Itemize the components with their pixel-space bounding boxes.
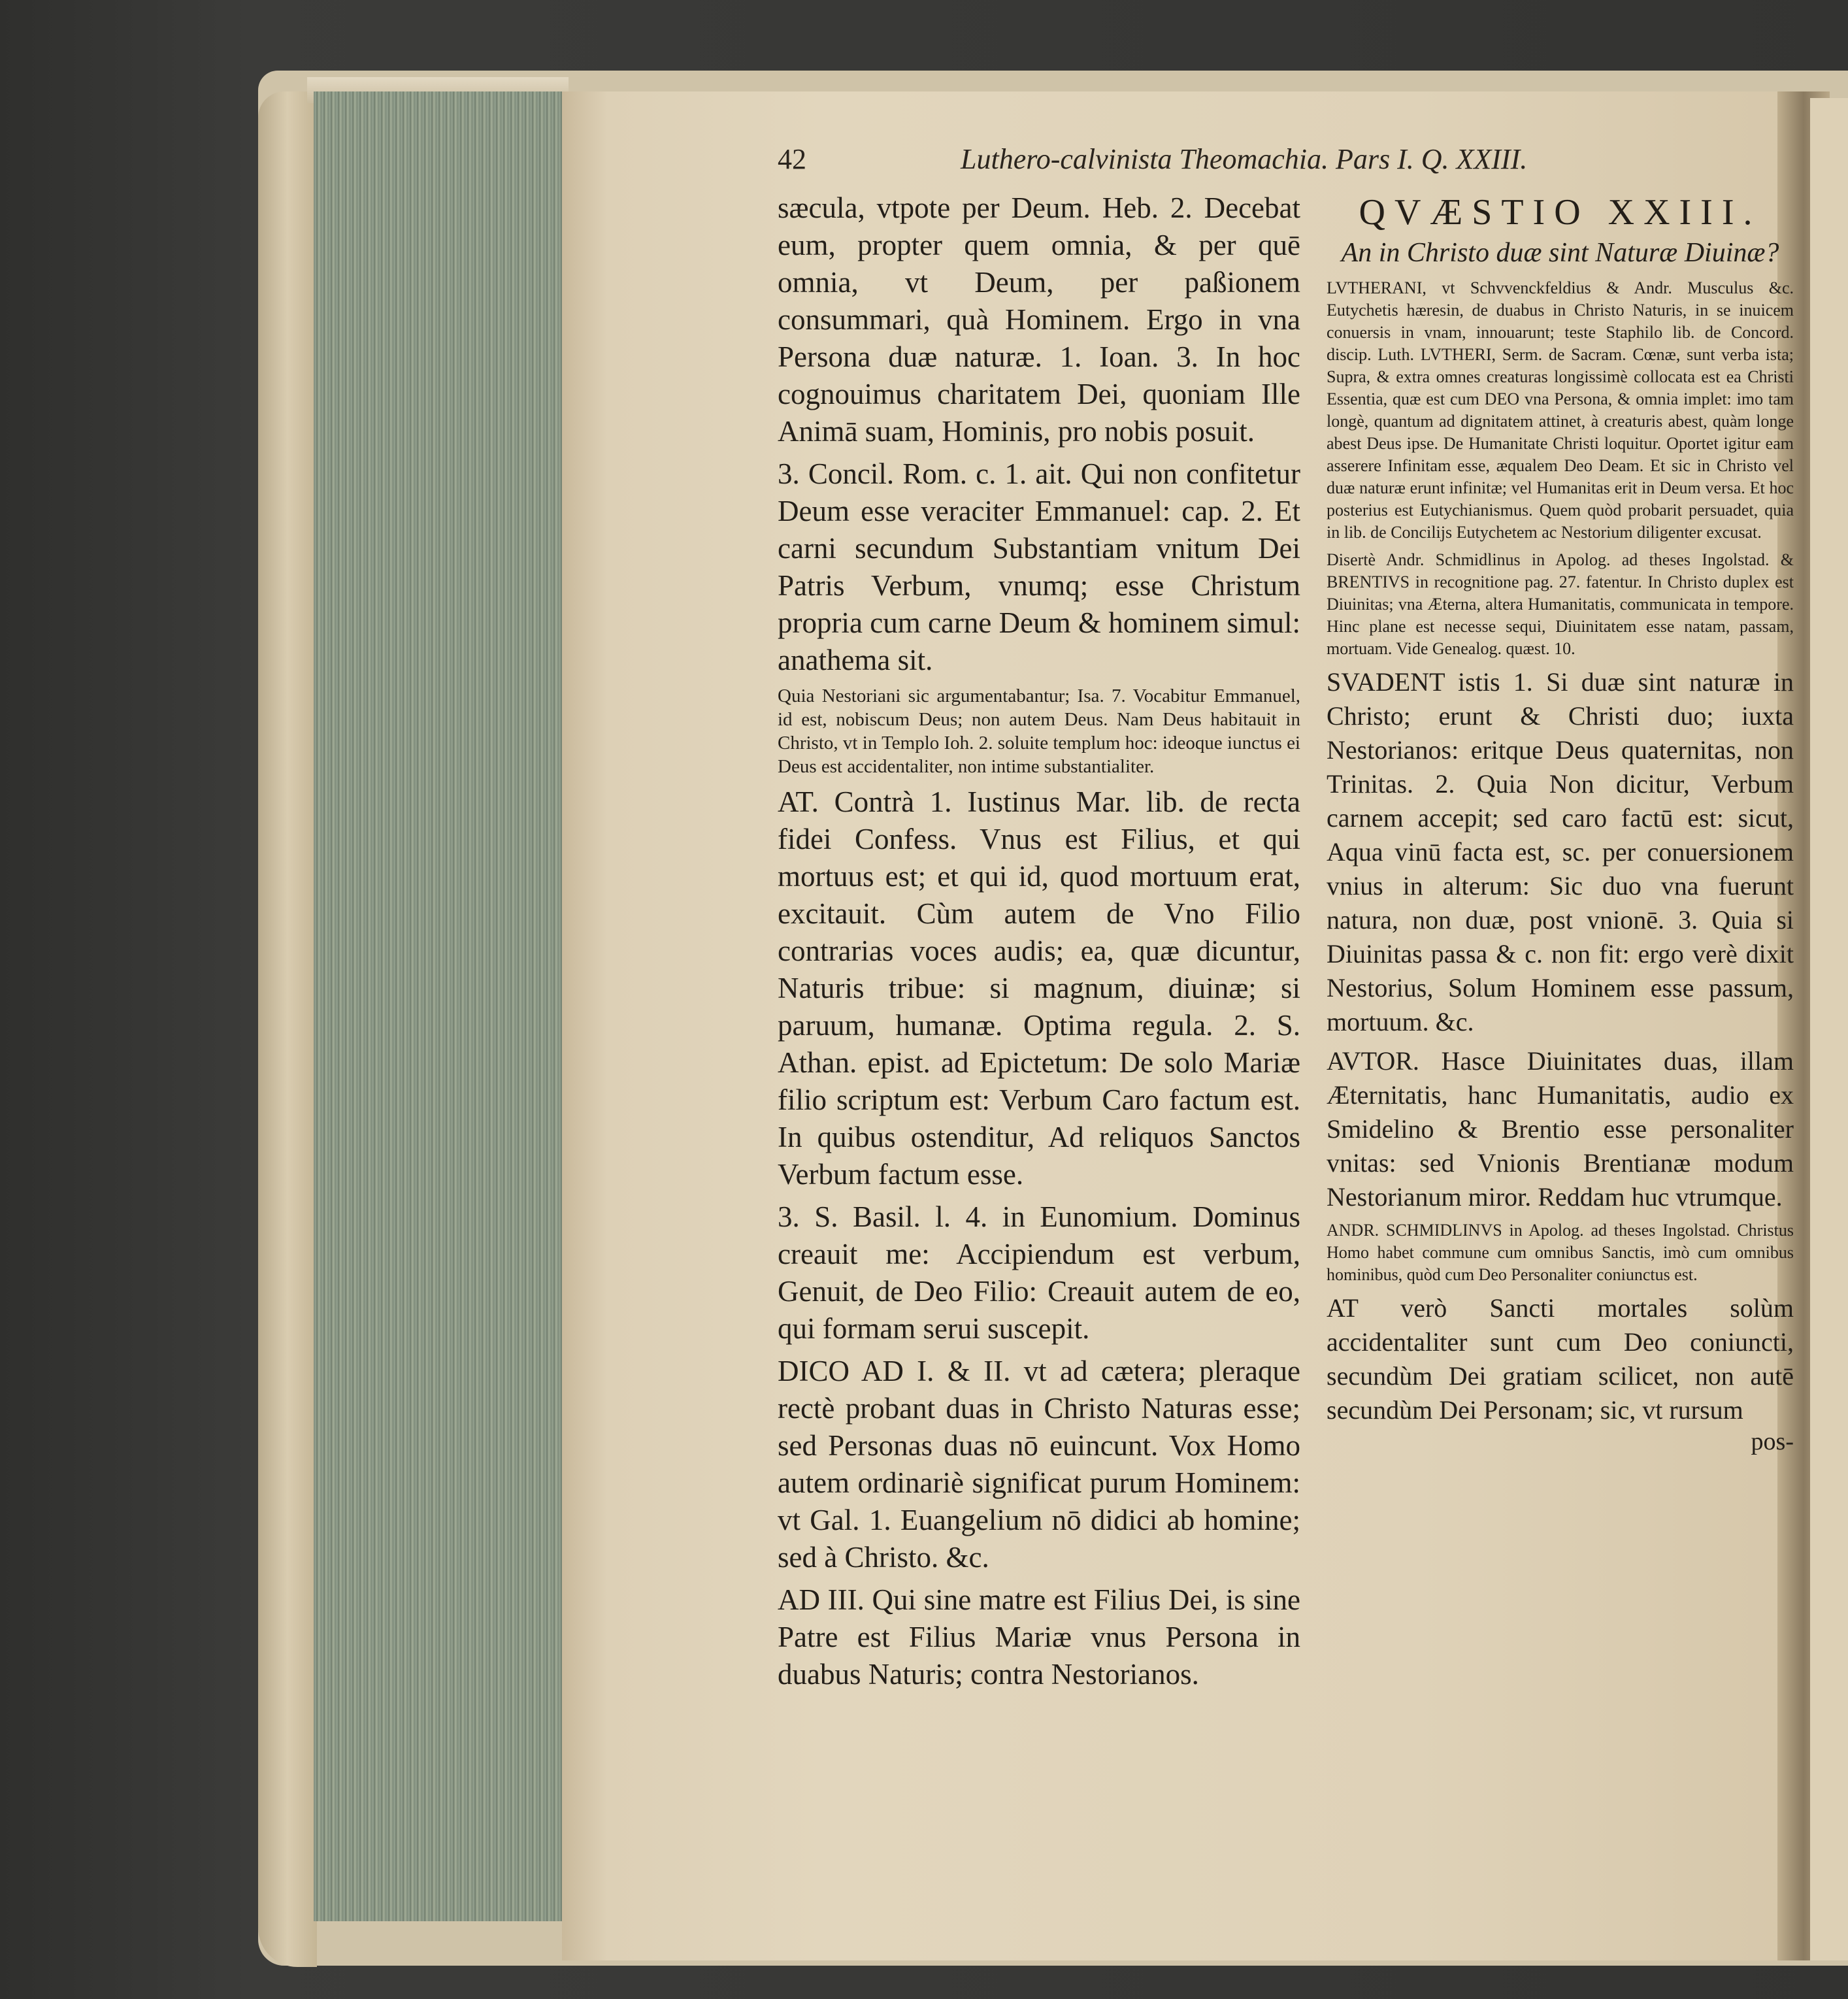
paragraph: AVTOR. Hasce Diuinitates duas, illam Æternitatis, hanc Humanitatis, audio ex Smidelino & Brentio esse personaliter vnitas: sed Vnionis Brentianæ modum Nestorianum miror. Reddam huc vtrumque. [1327,1046,1794,1212]
running-head-title: Luthero-calvinista Theomachia. Pars I. Q. XXIII. [961,143,1528,175]
page-block-edges [314,91,572,1921]
paragraph: SVADENT istis 1. Si duæ sint naturæ in Christo; erunt & Christi duo; iuxta Nestorianos: eritque Deus quaternitas, non Trinitas. 2. Quia Non dicitur, Verbum carnem accepit; sed caro factū est: sicut, Aqua vinū facta est, sc. per conuersionem vnius in alterum: Sic duo vna fuerunt natura, non duæ, post vnionē. 3. Quia si Diuinitas passa & c. non fit: ergo verè dixit Nestorius, Solum Hominem esse passum, mortuum. &c. [1327,667,1794,1036]
catchword: pos- [1751,1428,1794,1455]
paragraph: AT verò Sancti mortales solùm accidentaliter sunt cum Deo coniuncti, secundùm Dei gratiam scilicet, non autē secundùm Dei Personam; sic, vt rursum [1327,1293,1794,1425]
right-column [1327,190,1794,1456]
paragraph: 3. Concil. Rom. c. 1. ait. Qui non confitetur Deum esse veraciter Emmanuel: cap. 2. Et carni secundum Substantiam vnitum Dei Patris Verbum, vnumq; esse Christum propria cum carne Deum & hominem simul: anathema sit. [778,457,1300,676]
paragraph-note: Quia Nestoriani sic argumentabantur; Isa. 7. Vocabitur Emmanuel, id est, nobiscum Deus; non autem Deus. Nam Deus habitauit in Christo, vt in Templo Ioh. 2. soluite templum hoc: ideoque iunctus ei Deus est accidentaliter, non intime substantialiter. [778,686,1300,777]
paragraph: 3. S. Basil. l. 4. in Eunomium. Dominus creauit me: Accipiendum est verbum, Genuit, de Deo Filio: Creauit autem de eo, qui formam serui suscepit. [778,1200,1300,1345]
paragraph: LVTHERANI, vt Schvvenckfeldius & Andr. Musculus &c. Eutychetis hæresin, de duabus in Christo Naturis, in se inuicem conuersis in vnam, innouarunt; teste Staphilo lib. de Concord. discip. Luth. LVTHERI, Serm. de Sacram. Cœnæ, sunt verba ista; Supra, & extra omnes creaturas longissimè collocata est ea Christi Essentia, quæ est cum DEO vna Persona, & omnia implet: imo tam longè, quantum ad dignitatem attinet, à creaturis abest, quàm longe abest Deus ipse. De Humanitate Christi loquitur. Oportet igitur eam asserere Infinitam esse, æqualem Deo Deam. Et sic in Christo vel duæ naturæ erunt infinitæ; vel Humanitas erit in Deum versa. Et hoc posterius est Eutychianismus. Quem quòd probarit persuadet, quia in lib. de Concilijs Eutychetem ac Nestorium diligenter excusat. [1327,278,1794,542]
question-title: QVÆSTIO XXIII. [1359,192,1762,233]
paragraph-note: ANDR. SCHMIDLINVS in Apolog. ad theses Ingolstad. Christus Homo habet commune cum omnibus Sanctis, imò cum omnibus hominibus, quòd cum Deo Personaliter coniunctus est. [1327,1221,1794,1284]
question-subtitle: An in Christo duæ sint Naturæ Diuinæ? [1341,238,1779,268]
paragraph: AD III. Qui sine matre est Filius Dei, is sine Patre est Filius Mariæ vnus Persona in duabus Naturis; contra Nestorianos. [778,1583,1300,1691]
paragraph: DICO AD I. & II. vt ad cætera; pleraque rectè probant duas in Christo Naturas esse; sed Personas duas nō euincunt. Vox Homo autem ordinariè significat purum Hominem: vt Gal. 1. Euangelium nō didici ab homine; sed à Christo. &c. [778,1355,1300,1574]
paragraph: sæcula, vtpote per Deum. Heb. 2. Decebat eum, propter quem omnia, & per quē omnia, vt Deum, per paßionem consummari, quà Hominem. Ergo in vna Persona duæ naturæ. 1. Ioan. 3. In hoc cognouimus charitatem Dei, quoniam Ille Animā suam, Hominis, pro nobis posuit. [778,191,1300,448]
page-number: 42 [778,143,806,175]
right-page-edge [1810,98,1848,1960]
paragraph: Disertè Andr. Schmidlinus in Apolog. ad theses Ingolstad. & BRENTIVS in recognitione pag. 27. fatentur. In Christo duplex est Diuinitas; vna Æterna, altera Humanitatis, communicata in tempore. Hinc plane est necesse sequi, Diuinitatem esse natam, passam, mortuam. Vide Genealog. quæst. 10. [1327,550,1794,658]
paragraph: AT. Contrà 1. Iustinus Mar. lib. de recta fidei Confess. Vnus est Filius, et qui mortuus est; et qui id, quod mortuum erat, excitauit. Cùm autem de Vno Filio contrarias voces audis; ea, quæ dicuntur, Naturis tribue: si magnum, diuinæ; si paruum, humanæ. Optima regula. 2. S. Athan. epist. ad Epictetum: De solo Mariæ filio scriptum est: Verbum Caro factum est. In quibus ostenditur, Ad reliquos Sanctos Verbum factum esse. [778,785,1300,1191]
left-column [778,190,1300,1693]
vellum-cover [258,91,317,1967]
